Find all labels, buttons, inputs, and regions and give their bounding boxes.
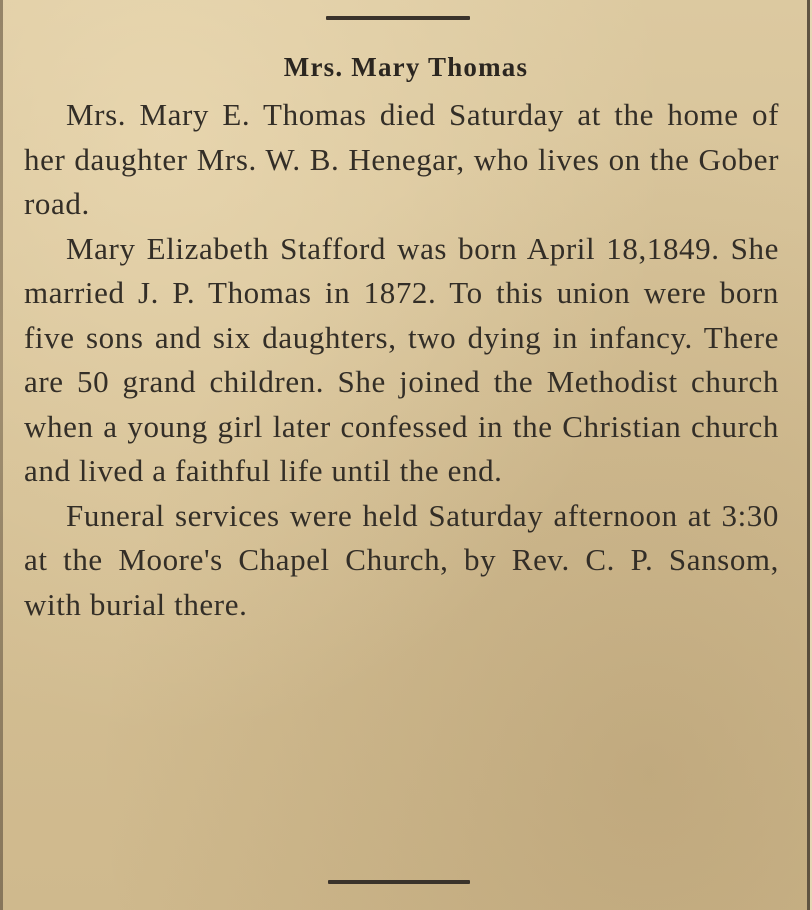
paragraph-death-notice: Mrs. Mary E. Thomas died Saturday at the home of her daughter Mrs. W. B. Henegar, who lives on the Gober road. (24, 97, 779, 221)
left-column-rule (0, 0, 3, 910)
obituary-body (24, 93, 779, 627)
paragraph-biography: Mary Elizabeth Stafford was born April 18,1849. She married J. P. Thomas in 1872. To this union were born five sons and six daughters, two dying in infancy. There are 50 grand children. She joined the Methodist church when a young girl later confessed in the Christian church and lived a faithful life until the end. (24, 230, 779, 488)
obituary-headline: Mrs. Mary Thomas (283, 52, 529, 82)
bottom-divider-rule (328, 880, 470, 884)
paragraph-funeral: Funeral services were held Saturday afternoon at 3:30 at the Moore's Chapel Church, by Rev. C. P. Sansom, with burial there. (24, 497, 779, 622)
top-divider-rule (326, 16, 470, 20)
